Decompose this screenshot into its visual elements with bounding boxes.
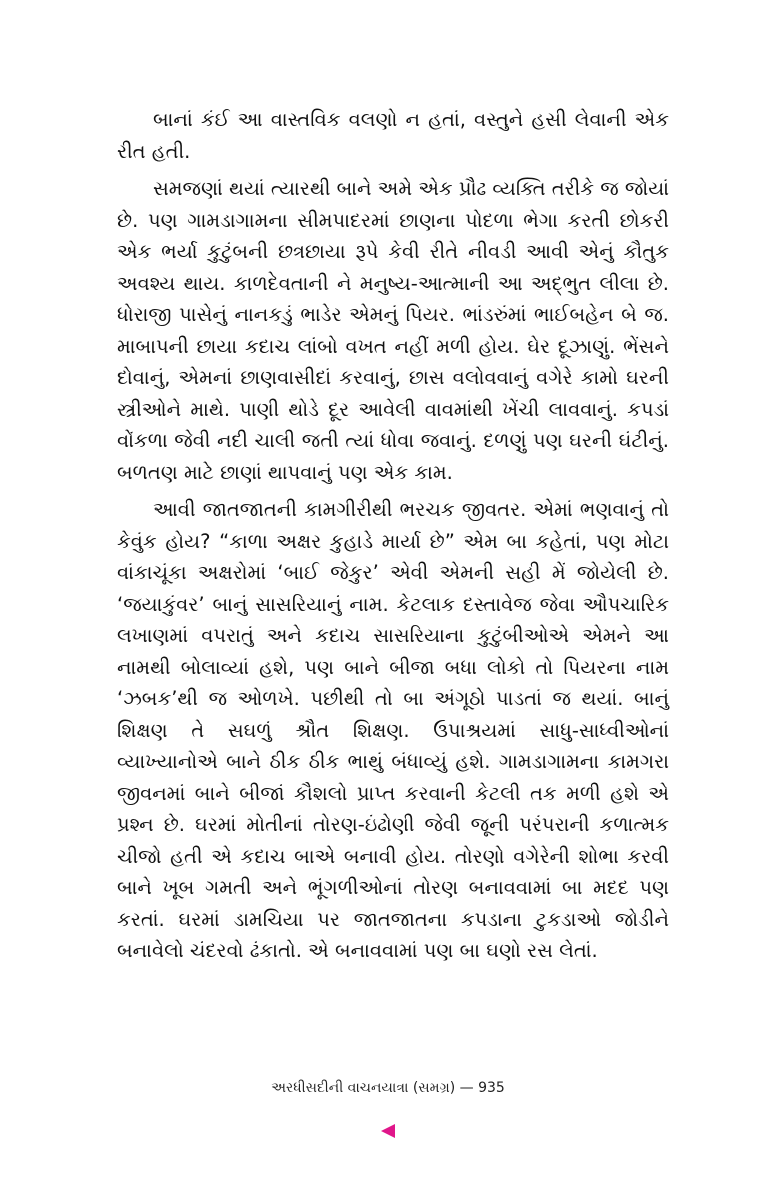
paragraph-3: આવી જાતજાતની કામગીરીથી ભરચક જીવતર. એમાં ભણવાનું તો કેવુંક હોય? “કાળા અક્ષર કુહાડે માર્યા છે” એમ બા કહેતાં, પણ મોટા વાંકાચૂંકા અક્ષરોમાં ‘બાઈ જેકુર’ એવી એમની સહી મેં જોયેલી છે. ‘જયાકુંવર’ બાનું સાસરિયાનું નામ. કેટલાક દસ્તાવેજ જેવા ઔપચારિક લખાણમાં વપરાતું અને કદાચ સાસરિયાના કુટુંબીઓએ એમને આ નામથી બોલાવ્યાં હશે, પણ બાને બીજા બધા લોકો તો પિયરના નામ ‘ઝબક’થી જ ઓળખે. પછીથી તો બા અંગૂઠો પાડતાં જ થયાં. બાનું શિક્ષણ તે સઘળું શ્રૌત શિક્ષણ. ઉપાશ્રયમાં સાધુ-સાધ્વીઓનાં વ્યાખ્યાનોએ બાને ઠીક ઠીક ભાથું બંધાવ્યું હશે. ગામડાગામના કામગરા જીવનમાં બાને બીજાં કૌશલો પ્રાપ્ત કરવાની કેટલી તક મળી હશે એ પ્રશ્ન છે. ઘરમાં મોતીનાં તોરણ-ઇંઢોણી જેવી જૂની પરંપરાની કળાત્મક ચીજો હતી એ કદાચ બાએ બનાવી હોય. તોરણો વગેરેની શોભા કરવી બાને ખૂબ ગમતી અને ભૂંગળીઓનાં તોરણ બનાવવામાં બા મદદ પણ કરતાં. ઘરમાં ડામચિયા પર જાતજાતના કપડાના ટુકડાઓ જોડીને બનાવેલો ચંદરવો ઢંકાતો. એ બનાવવામાં પણ બા ઘણો રસ લેતાં. [117,498,669,962]
page-body [117,104,669,967]
paragraph-2: સમજણાં થયાં ત્યારથી બાને અમે એક પ્રૌઢ વ્યક્તિ તરીકે જ જોયાં છે. પણ ગામડાગામના સીમપાદરમાં છાણના પોદળા ભેગા કરતી છોકરી એક ભર્યા કુટુંબની છત્રછાયા રૂપે કેવી રીતે નીવડી આવી એનું કૌતુક અવશ્ય થાય. કાળદેવતાની ને મનુષ્ય-આત્માની આ અદ્‌ભુત લીલા છે. ધોરાજી પાસેનું નાનકડું ભાડેર એમનું પિયર. ભાંડરુંમાં ભાઈબહેન બે જ. માબાપની છાયા કદાચ લાંબો વખત નહીં મળી હોય. ઘેર દૂઝાણું. ભેંસને દોવાનું, એમનાં છાણવાસીદાં કરવાનું, છાસ વલોવવાનું વગેરે કામો ઘરની સ્ત્રીઓને માથે. પાણી થોડે દૂર આવેલી વાવમાંથી ખેંચી લાવવાનું. કપડાં વોંકળા જેવી નદી ચાલી જતી ત્યાં ધોવા જવાનું. દળણું પણ ઘરની ઘંટીનું. બળતણ માટે છાણાં થાપવાનું પણ એક કામ. [117,177,669,484]
previous-page-arrow-icon[interactable] [381,1124,395,1138]
page-footer: અરધીસદીની વાચનયાત્રા (સમગ્ર) — 935 [271,1080,505,1096]
paragraph-1: બાનાં કંઈ આ વાસ્તવિક વલણો ન હતાં, વસ્તુને હસી લેવાની એક રીત હતી. [117,108,669,163]
